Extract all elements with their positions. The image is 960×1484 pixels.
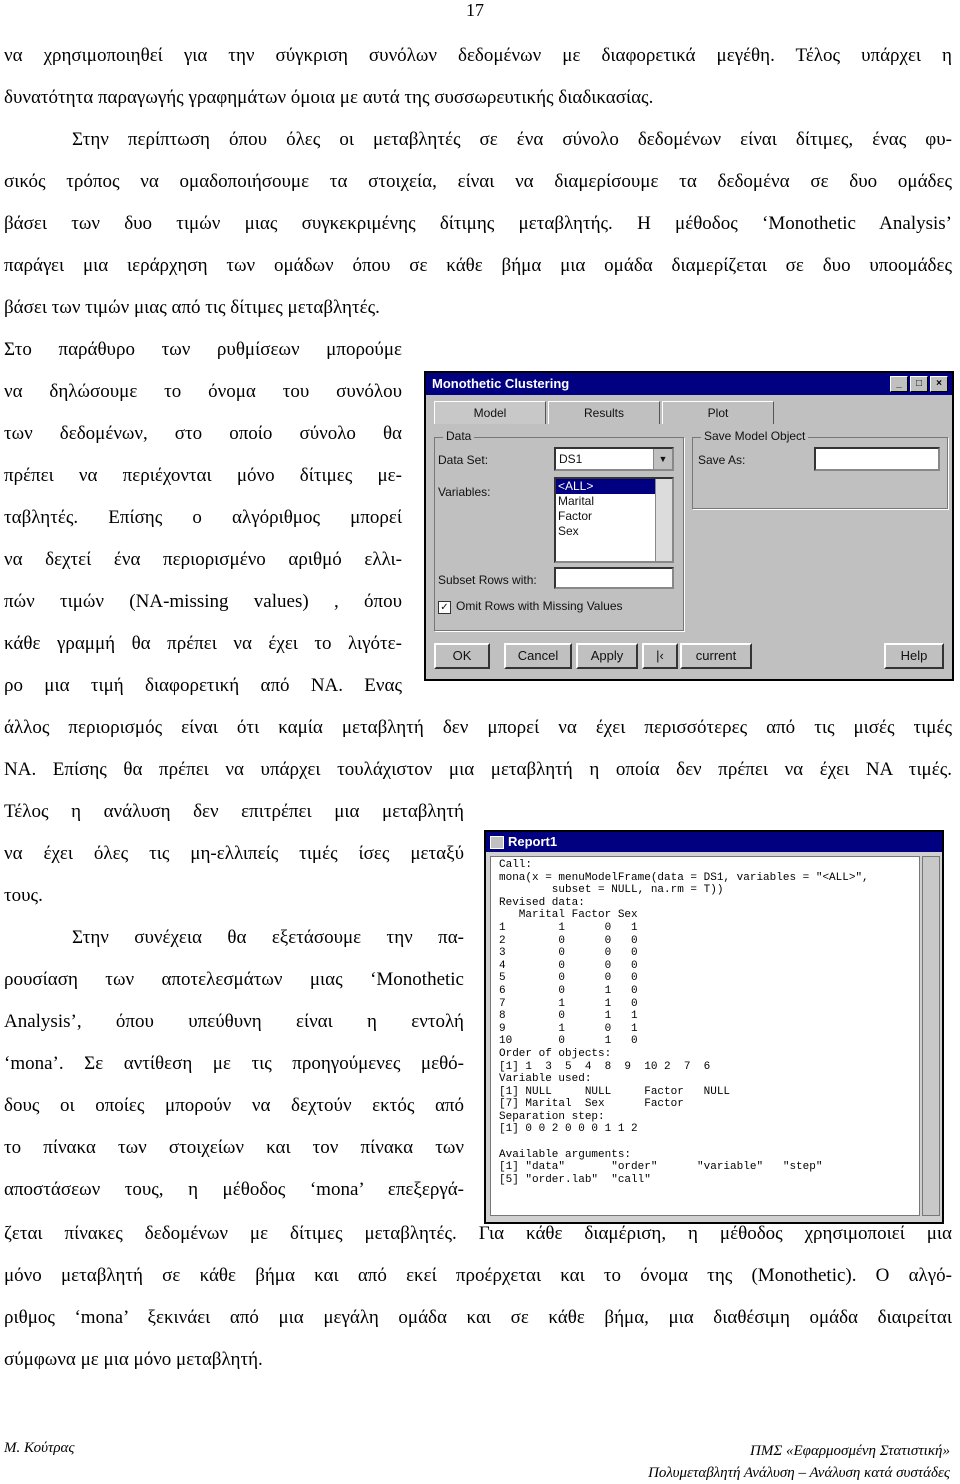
report-code [499,859,919,1186]
report-line: Call: [499,859,533,871]
text-line: βάσει των δυο τιμών μιας συγκεκριμένης δίτιμης μεταβλητής. Η μέθοδος ‘Monothetic Analysis’ [4,213,952,234]
text-line: ριθμος ‘mona’ ξεκινάει από μια μεγάλη ομάδα και σε κάθε βήμα, μια διαθέσιμη ομάδα διαιρείται [4,1307,952,1328]
text-line: πών τιμών (NA-missing values) , όπου [4,591,402,612]
list-item[interactable]: Factor [558,509,593,523]
window-icon [490,836,504,849]
paragraph-4-full [4,1213,952,1381]
report-line: Marital Factor Sex [499,909,638,922]
nav-button[interactable]: |‹ [642,643,678,669]
report-line: Order of objects: [499,1047,612,1060]
report-line: [1] NULL NULL Factor NULL [499,1085,731,1098]
data-set-label: Data Set: [438,453,489,467]
dialog-tabs [434,401,776,424]
text-line: να έχει όλες τις μη-ελλιπείς τιμές ίσες μεταξύ [4,843,464,864]
tab-results[interactable]: Results [548,401,660,424]
omit-label: Omit Rows with Missing Values [456,599,623,613]
variables-listbox[interactable] [554,477,674,563]
report-line: [1] 0 0 2 0 0 0 1 1 2 [499,1123,638,1136]
text-line: Στην περίπτωση όπου όλες οι μεταβλητές σε ένα σύνολο δεδομένων είναι δίτιμες, ένας φυ- [72,129,952,150]
paragraph-2 [4,119,952,329]
text-line: των δεδομένων, στο οποίο σύνολο θα [4,423,402,444]
save-as-input[interactable] [814,447,940,471]
report-line: Revised data: [499,896,585,909]
monothetic-clustering-dialog [424,371,954,681]
report-line: 7 1 1 0 [499,997,638,1010]
dialog-title: Monothetic Clustering [432,376,570,391]
report-line: [7] Marital Sex Factor [499,1098,684,1111]
text-line: NA. Επίσης θα πρέπει να υπάρχει τουλάχιστον μια μεταβλητή η οποία δεν πρέπει να έχει NA τιμές. [4,759,952,780]
paragraph-1 [4,35,952,119]
scrollbar[interactable] [922,856,940,1216]
data-group-label: Data [443,429,474,443]
report-output [490,856,920,1216]
data-set-combo[interactable] [554,447,674,471]
text-line: μόνο μεταβλητή σε κάθε βήμα και από εκεί προέρχεται και το όνομα της (Monothetic). Ο αλγό- [4,1265,952,1286]
cancel-button[interactable]: Cancel [504,643,572,669]
text-line: δυνατότητα παραγωγής γραφημάτων όμοια με αυτά της συσσωρευτικής διαδικασίας. [4,87,654,108]
report-line: [1] 1 3 5 4 8 9 10 2 7 6 [499,1060,711,1073]
text-line: σικός τρόπος να ομαδοποιήσουμε τα στοιχεία, είναι να διαμερίσουμε τα δεδομένα σε δυο ομάδες [4,171,952,192]
text-line: Τέλος η ανάλυση δεν επιτρέπει μια μεταβλητή [4,801,464,822]
save-group-label: Save Model Object [701,429,808,443]
maximize-icon[interactable]: □ [910,376,928,392]
report-title: Report1 [508,834,558,849]
text-line: βάσει των τιμών μιας από τις δίτιμες μεταβλητές. [4,297,380,318]
text-line: τους. [4,885,43,906]
report-line: Available arguments: [499,1148,632,1161]
subset-input[interactable] [554,567,674,589]
paragraph-3-full [4,707,952,791]
paragraph-3-left [4,329,402,707]
omit-checkbox[interactable]: ✓ [438,601,451,614]
report-line: Separation step: [499,1110,605,1123]
list-item[interactable]: Marital [558,494,595,508]
text-line: παράγει μια ιεράρχηση των ομάδων όπου σε κάθε βήμα μια ομάδα διαμερίζεται σε δυο υποομάδες [4,255,952,276]
report-line: 9 1 0 1 [499,1022,638,1035]
chevron-down-icon[interactable]: ▼ [653,449,672,469]
footer-subject: Πολυμεταβλητή Ανάλυση – Ανάλυση κατά συστάδες [648,1465,950,1481]
report-line: 10 0 1 0 [499,1035,638,1048]
minimize-icon[interactable]: _ [890,376,908,392]
text-line: ‘mona’. Σε αντίθεση με τις προηγούμενες μεθό- [4,1053,464,1074]
text-line: Στο παράθυρο των ρυθμίσεων μπορούμε [4,339,402,360]
tab-plot[interactable]: Plot [662,401,774,424]
report-line: [1] "data" "order" "variable" "step" [499,1161,823,1174]
apply-button[interactable]: Apply [576,643,638,669]
text-line: κάθε γραμμή θα πρέπει να έχει το λιγότε- [4,633,402,654]
text-line: να δεχτεί ένα περιορισμένο αριθμό ελλι- [4,549,402,570]
tab-model[interactable]: Model [434,401,546,424]
ok-button[interactable]: OK [434,643,490,669]
data-set-value: DS1 [559,452,583,466]
text-line: το πίνακα των στοιχείων και τον πίνακα των [4,1137,464,1158]
paragraph-3-tail [4,791,464,917]
report-line: [5] "order.lab" "call" [499,1173,651,1186]
list-item[interactable]: <ALL> [556,479,672,494]
page-number: 17 [466,0,484,20]
footer-right [648,1440,950,1484]
save-as-label: Save As: [698,453,746,467]
report-line: 1 1 0 1 [499,921,638,934]
dialog-title-bar [426,373,952,395]
report-line [499,1136,919,1149]
paragraph-4-left [4,917,464,1211]
report-line: 6 0 1 0 [499,984,638,997]
current-button[interactable]: current [680,643,752,669]
text-line: ρουσίαση των αποτελεσμάτων μιας ‘Monothetic [4,969,464,990]
text-line: να χρησιμοποιηθεί για την σύγκριση συνόλων δεδομένων με διαφορετικά μεγέθη. Τέλος υπάρχει η [4,45,952,66]
text-line: ζεται πίνακες δεδομένων με δίτιμες μεταβλητές. Για κάθε διαμέριση, η μέθοδος χρησιμοποιεί μια [4,1223,952,1244]
report-line: mona(x = menuModelFrame(data = DS1, variables = "<ALL>", [499,871,869,884]
report-line: subset = NULL, na.rm = T)) [499,884,724,897]
help-button[interactable]: Help [884,643,944,669]
report-line: 8 0 1 1 [499,1010,638,1023]
footer-program: ΠΜΣ «Εφαρμοσμένη Στατιστική» [750,1443,950,1459]
report-title-bar [486,832,942,852]
close-icon[interactable]: × [930,376,948,392]
report-line: 5 0 0 0 [499,972,638,985]
footer-author: Μ. Κούτρας [4,1440,75,1456]
text-line: ρο μια τιμή διαφορετική από NA. Ενας [4,675,402,696]
scrollbar[interactable] [655,479,672,561]
text-line: αποστάσεων τους, η μέθοδος ‘mona’ επεξεργά- [4,1179,464,1200]
text-line: άλλος περιορισμός είναι ότι καμία μεταβλητή δεν μπορεί να έχει περισσότερες από τις μισές τιμές [4,717,952,738]
text-line: Στην συνέχεια θα εξετάσουμε την πα- [72,927,464,948]
text-line: ταβλητές. Επίσης ο αλγόριθμος μπορεί [4,507,402,528]
text-line: δους οι οποίες μπορούν να δεχτούν εκτός από [4,1095,464,1116]
report-line: 4 0 0 0 [499,959,638,972]
subset-label: Subset Rows with: [438,573,537,587]
report-line: Variable used: [499,1073,592,1086]
text-line: Analysis’, όπου υπεύθυνη είναι η εντολή [4,1011,464,1032]
text-line: πρέπει να περιέχονται μόνο δίτιμες με- [4,465,402,486]
text-line: να δηλώσουμε το όνομα του συνόλου [4,381,402,402]
text-line: σύμφωνα με μια μόνο μεταβλητή. [4,1349,263,1370]
report-window [484,830,944,1224]
list-item[interactable]: Sex [558,524,579,538]
report-line: 3 0 0 0 [499,947,638,960]
report-line: 2 0 0 0 [499,934,638,947]
variables-label: Variables: [438,485,491,499]
